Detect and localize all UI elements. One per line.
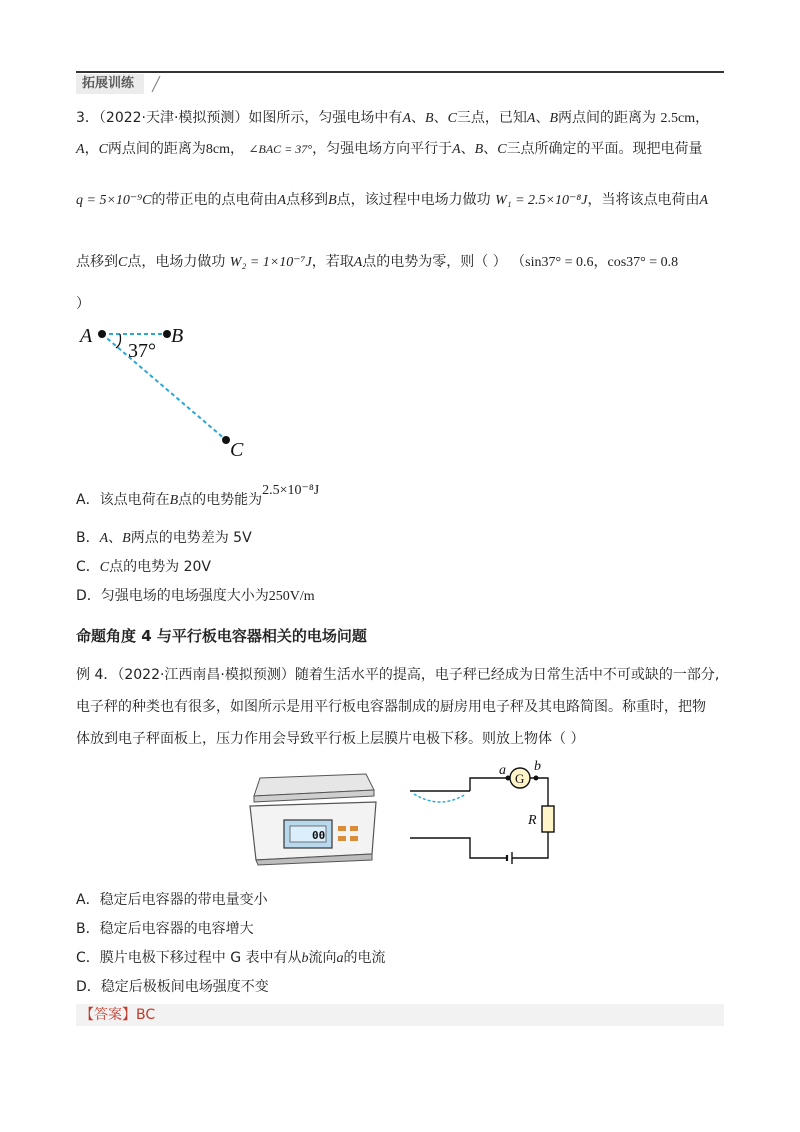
q3-line-1: 3．（2022·天津·模拟预测）如图所示，匀强电场中有A、B、C三点，已知A、B两点间的距离为 2.5cm，	[76, 110, 710, 126]
angle-arc	[116, 334, 121, 348]
dist-ac: 8cm	[205, 142, 231, 157]
triangle-figure	[76, 318, 256, 463]
q3-line-4: 点移到C点，电场力做功 W₂ = 1×10⁻⁷J，若取A点的电势为零，则（ ） （sin37° = 0.6，cos37° = 0.8	[76, 254, 679, 270]
segment-ac	[102, 334, 226, 440]
ex4-option-d: D．稳定后极板间电场强度不变	[76, 979, 269, 995]
sin-value: sin37° = 0.6	[525, 255, 594, 270]
option-a-value: 2.5×10⁻⁸J	[262, 483, 320, 498]
point-b	[163, 330, 171, 338]
label-c: C	[230, 439, 244, 461]
answer	[80, 1004, 155, 1026]
resistor	[542, 806, 554, 832]
ex4-line-2: 电子秤的种类也有很多，如图所示是用平行板电容器制成的厨房用电子秤及其电路简图。称重时，把物	[76, 699, 706, 715]
point-a	[98, 330, 106, 338]
point-c	[222, 436, 230, 444]
option-d-value: 250V/m	[268, 589, 315, 604]
ex4-line-1: 例 4．（2022·江西南昌·模拟预测）随着生活水平的提高，电子秤已经成为日常生活中不可或缺的一部分,	[76, 667, 720, 683]
charge-value: q = 5×10⁻⁹C	[76, 193, 152, 208]
label-resistor: R	[528, 813, 537, 828]
label-b-node: b	[534, 759, 541, 774]
section-heading: 命题角度 4 与平行板电容器相关的电场问题	[76, 627, 367, 645]
work-w1: W₁ = 2.5×10⁻⁸J	[495, 193, 588, 208]
q3-line-3: q = 5×10⁻⁹C的带正电的点电荷由A点移到B点，该过程中电场力做功 W₁ = 2.5×10⁻⁸J，当将该点电荷由A	[76, 192, 709, 208]
cos-value: cos37° = 0.8	[607, 255, 679, 270]
ex4-option-b: B．稳定后电容器的电容增大	[76, 921, 254, 937]
circuit-diagram	[408, 758, 568, 868]
label-a-node: a	[499, 763, 506, 778]
membrane-electrode	[414, 794, 466, 802]
scale-display: 00	[312, 829, 326, 842]
answer-value: BC	[136, 1007, 156, 1023]
tag-slash-decoration	[150, 74, 162, 94]
q3-option-b: B．A、B两点的电势差为 5V	[76, 530, 252, 546]
header-rule	[76, 71, 724, 73]
q3-option-d: D．匀强电场的电场强度大小为250V/m	[76, 588, 315, 604]
answer-label: 【答案】	[80, 1007, 136, 1023]
answer-bar	[76, 1004, 724, 1026]
ex4-line-3: 体放到电子秤面板上，压力作用会导致平行板上层膜片电极下移。则放上物体（ ）	[76, 731, 585, 747]
dist-ab: 2.5cm	[660, 111, 696, 126]
label-b: B	[171, 325, 184, 347]
work-w2: W₂ = 1×10⁻⁷J	[229, 255, 312, 270]
ex4-option-a: A．稳定后电容器的带电量变小	[76, 892, 268, 908]
angle-bac: ∠BAC = 37°	[248, 142, 313, 156]
lower-plate-wire	[410, 838, 507, 858]
q3-option-c: C．C点的电势为 20V	[76, 559, 211, 575]
section-tag: 拓展训练	[76, 74, 144, 94]
q3-line-2: A，C两点间的距离为8cm， ∠BAC = 37°，匀强电场方向平行于A、B、C三点所确定的平面。现把电荷量	[76, 141, 703, 157]
q3-paren-close: ）	[76, 296, 90, 312]
q3-option-a: A．该点电荷在B点的电势能为2.5×10⁻⁸J	[76, 483, 320, 508]
label-angle: 37°	[128, 340, 156, 362]
label-a: A	[80, 325, 93, 347]
galvanometer-label: G	[515, 771, 525, 786]
ex4-option-c: C．膜片电极下移过程中 G 表中有从b流向a的电流	[76, 950, 386, 966]
electronic-scale-image	[246, 770, 380, 866]
